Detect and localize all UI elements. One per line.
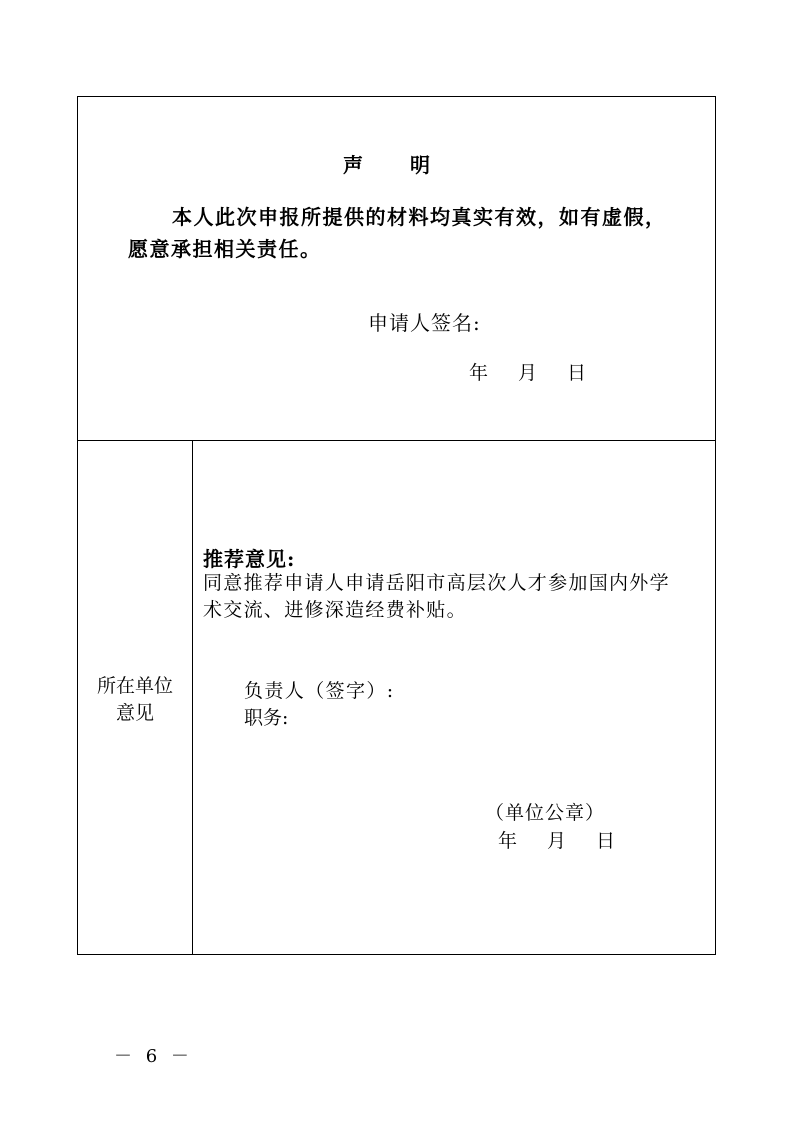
recommendation-text-line-1: 同意推荐申请人申请岳阳市高层次人才参加国内外学 — [203, 572, 670, 594]
page-number: － 6 － — [114, 1046, 193, 1067]
unit-seal-label: （单位公章） — [485, 802, 606, 824]
unit-opinion-date — [498, 826, 615, 853]
declaration-text-line-1: 本人此次申报所提供的材料均真实有效，如有虚假， — [172, 205, 667, 229]
position-label: 职务: — [244, 707, 289, 729]
applicant-signature-label: 申请人签名: — [368, 311, 481, 335]
date-day: 日 — [596, 830, 616, 852]
unit-opinion-label-cell — [78, 441, 193, 954]
date-day: 日 — [567, 362, 587, 384]
date-month: 月 — [547, 830, 567, 852]
responsible-person-label: 负责人（签字）: — [244, 680, 395, 702]
declaration-title: 声 明 — [343, 153, 450, 177]
date-year: 年 — [498, 830, 518, 852]
unit-opinion-content-cell — [193, 441, 715, 954]
unit-opinion-label-line-1: 所在单位 — [96, 675, 173, 697]
date-year: 年 — [469, 362, 489, 384]
recommendation-text-line-2: 术交流、进修深造经费补贴。 — [203, 599, 467, 621]
application-form-table — [77, 96, 716, 955]
unit-opinion-label — [78, 673, 192, 727]
declaration-date — [469, 358, 586, 385]
declaration-section — [78, 97, 715, 441]
declaration-text-line-2: 愿意承担相关责任。 — [128, 237, 322, 261]
date-month: 月 — [518, 362, 538, 384]
recommendation-title: 推荐意见: — [203, 547, 296, 571]
unit-opinion-label-line-2: 意见 — [115, 702, 154, 724]
